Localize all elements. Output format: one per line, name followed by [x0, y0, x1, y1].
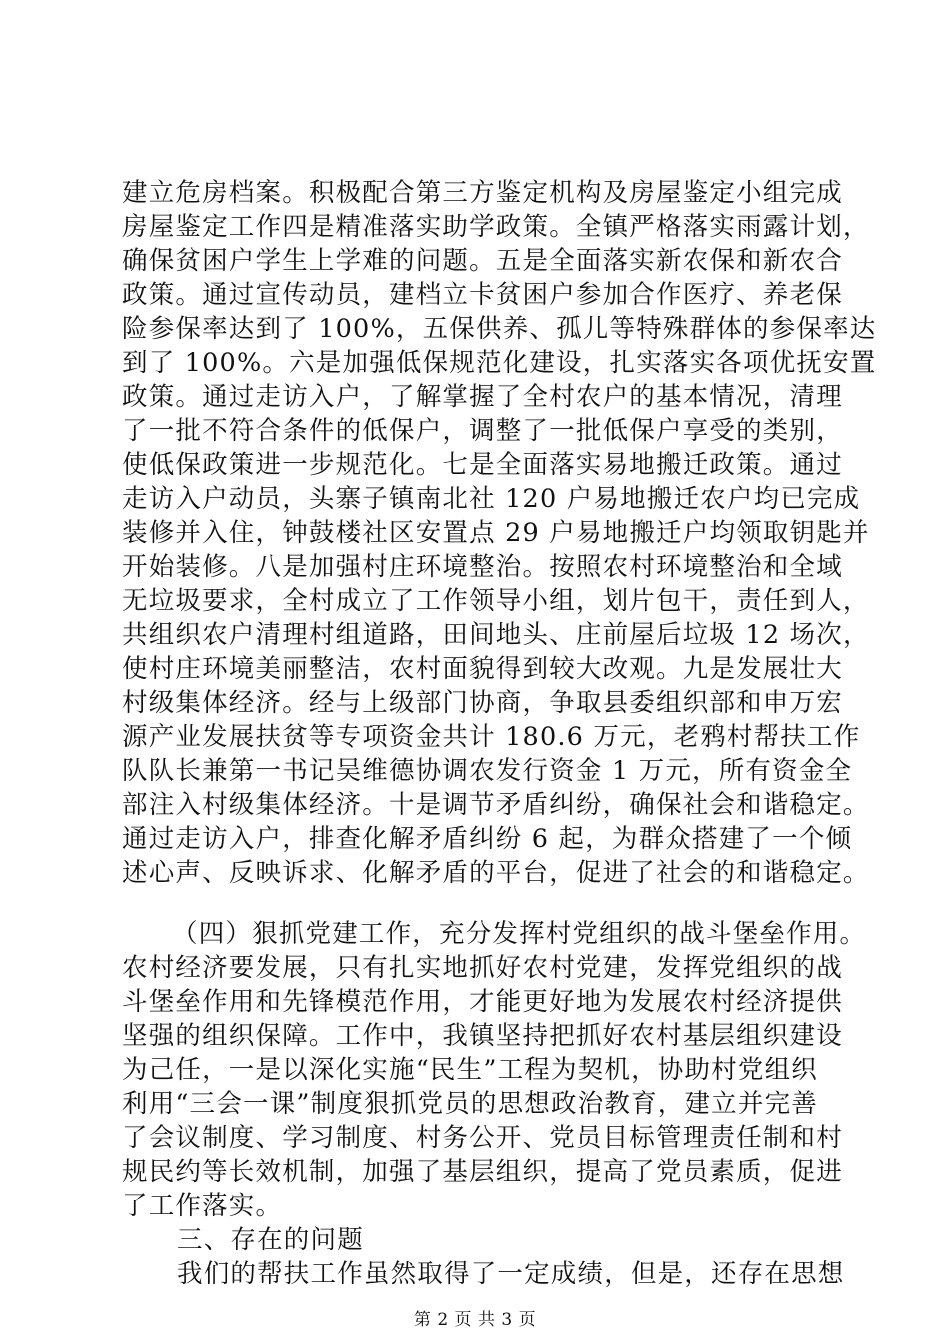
body-text-line: 无垃圾要求，全村成立了工作领导小组，划片包干，责任到人，	[122, 586, 870, 616]
body-text-line: 建立危房档案。积极配合第三方鉴定机构及房屋鉴定小组完成	[122, 178, 843, 208]
body-text-line: 通过走访入户，排查化解矛盾纠纷 6 起，为群众搭建了一个倾	[122, 824, 853, 854]
body-text-line: 政策。通过宣传动员，建档立卡贫困户参加合作医疗、养老保	[122, 280, 843, 310]
body-text-line: 了会议制度、学习制度、村务公开、党员目标管理责任制和村	[122, 1123, 843, 1153]
body-text-line: 坚强的组织保障。工作中，我镇坚持把抓好农村基层组织建设	[122, 1021, 843, 1051]
body-text-line: 我们的帮扶工作虽然取得了一定成绩，但是，还存在思想	[177, 1259, 845, 1289]
body-text-line: 利用“三会一课”制度狠抓党员的思想政治教育，建立并完善	[122, 1089, 818, 1119]
body-text-line: 使低保政策进一步规范化。七是全面落实易地搬迁政策。通过	[122, 450, 843, 480]
body-text-line: 源产业发展扶贫等专项资金共计 180.6 万元，老鸦村帮扶工作	[122, 722, 861, 752]
body-text-line: 农村经济要发展，只有扎实地抓好农村党建，发挥党组织的战	[122, 953, 843, 983]
body-text-line: 到了 100%。六是加强低保规范化建设，扎实落实各项优抚安置	[122, 348, 877, 378]
body-text-line: 村级集体经济。经与上级部门协商，争取县委组织部和申万宏	[122, 688, 843, 718]
body-text-line: 了工作落实。	[122, 1191, 283, 1221]
body-text-line: 开始装修。八是加强村庄环境整治。按照农村环境整治和全域	[122, 552, 843, 582]
body-text-line: 险参保率达到了 100%，五保供养、孤儿等特殊群体的参保率达	[122, 314, 877, 344]
body-text-line: 队队长兼第一书记吴维德协调农发行资金 1 万元，所有资金全	[122, 756, 853, 786]
body-text-line: 规民约等长效机制，加强了基层组织，提高了党员素质，促进	[122, 1157, 843, 1187]
body-text-line: 房屋鉴定工作四是精准落实助学政策。全镇严格落实雨露计划，	[122, 212, 870, 242]
body-text-line: 斗堡垒作用和先锋模范作用，才能更好地为发展农村经济提供	[122, 987, 843, 1017]
body-text-line: 政策。通过走访入户，了解掌握了全村农户的基本情况，清理	[122, 382, 843, 412]
body-text-line: 使村庄环境美丽整洁，农村面貌得到较大改观。九是发展壮大	[122, 654, 843, 684]
section-heading-four: （四）狠抓党建工作，充分发挥村党组织的战斗堡垒作用。	[172, 919, 867, 949]
body-text-line: 了一批不符合条件的低保户，调整了一批低保户享受的类别，	[122, 416, 843, 446]
body-text-line: 确保贫困户学生上学难的问题。五是全面落实新农保和新农合	[122, 246, 843, 276]
body-text-line: 述心声、反映诉求、化解矛盾的平台，促进了社会的和谐稳定。	[122, 858, 870, 888]
body-text-line: 装修并入住，钟鼓楼社区安置点 29 户易地搬迁户均领取钥匙并	[122, 518, 870, 548]
page-footer: 第 2 页 共 3 页	[413, 1310, 537, 1330]
section-heading-three: 三、存在的问题	[177, 1225, 364, 1255]
body-text-line: 走访入户动员，头寨子镇南北社 120 户易地搬迁农户均已完成	[122, 484, 861, 514]
body-text-line: 为己任，一是以深化实施“民生”工程为契机，协助村党组织	[122, 1055, 818, 1085]
body-text-line: 部注入村级集体经济。十是调节矛盾纠纷，确保社会和谐稳定。	[122, 790, 870, 820]
body-text-line: 共组织农户清理村组道路，田间地头、庄前屋后垃圾 12 场次，	[122, 620, 870, 650]
